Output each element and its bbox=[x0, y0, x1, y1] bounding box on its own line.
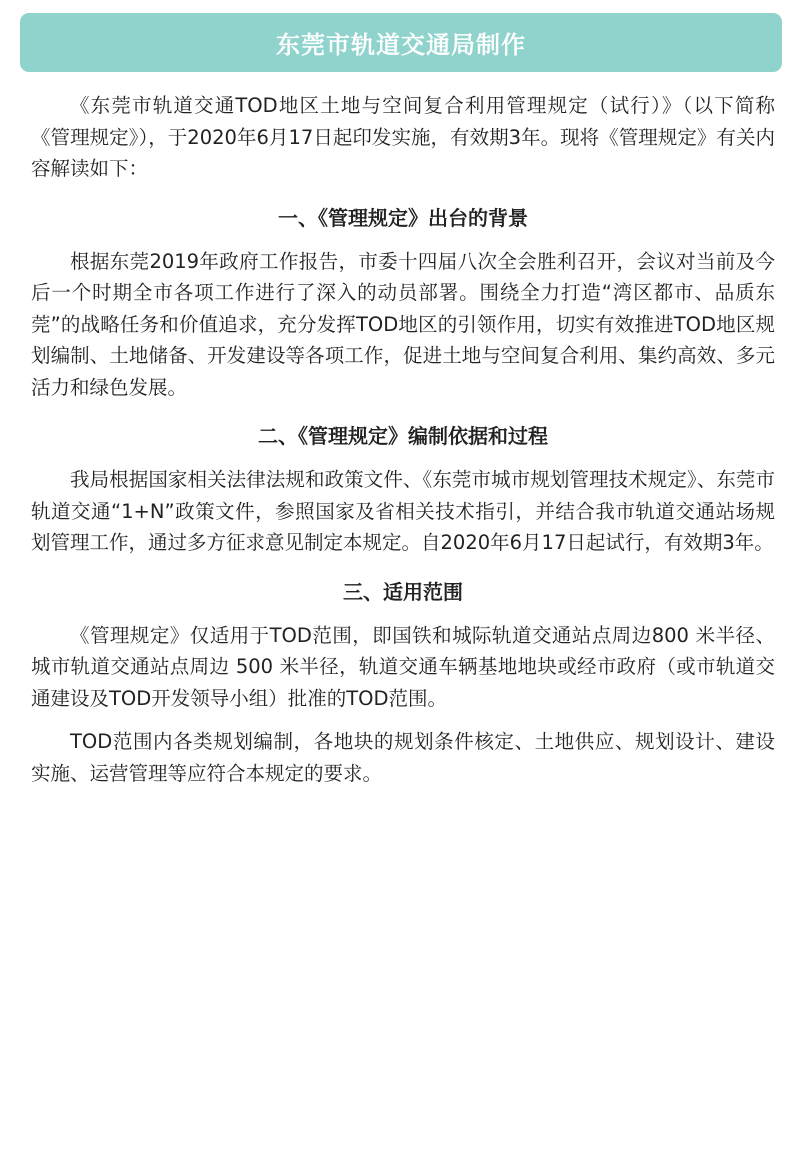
section-heading-background: 一、《管理规定》出台的背景 bbox=[278, 205, 528, 230]
section-scope-paragraph-1: 《管理规定》仅适用于TOD范围，即国铁和城际轨道交通站点周边800 米半径、城市轨道交通站点周边 500 米半径，轨道交通车辆基地地块或经市政府（或市轨道交通建设及TOD开发领导小组）批准的TOD范围。 bbox=[31, 623, 775, 710]
section-heading-basis: 二、《管理规定》编制依据和过程 bbox=[258, 424, 548, 448]
intro-paragraph: 《东莞市轨道交通TOD地区土地与空间复合利用管理规定（试行）》（以下简称《管理规定》），于2020年6月17日起印发实施，有效期3年。现将《管理规定》有关内容解读如下： bbox=[31, 94, 775, 180]
header-banner bbox=[20, 13, 782, 72]
section-background-paragraph: 根据东莞2019年政府工作报告，市委十四届八次全会胜利召开，会议对当前及今后一个时期全市各项工作进行了深入的动员部署。围绕全力打造“湾区都市、品质东莞”的战略任务和价值追求，充分发挥TOD地区的引领作用，切实有效推进TOD地区规划编制、土地储备、开发建设等各项工作，促进土地与空间复合利用、集约高效、多元活力和绿色发展。 bbox=[31, 249, 775, 399]
section-heading-scope: 三、适用范围 bbox=[343, 579, 463, 604]
section-basis-paragraph: 我局根据国家相关法律法规和政策文件、《东莞市城市规划管理技术规定》、东莞市轨道交通“1+N”政策文件，参照国家及省相关技术指引，并结合我市轨道交通站场规划管理工作，通过多方征求意见制定本规定。自2020年6月17日起试行，有效期3年。 bbox=[31, 468, 775, 554]
section-scope-paragraph-2: TOD范围内各类规划编制，各地块的规划条件核定、土地供应、规划设计、建设实施、运营管理等应符合本规定的要求。 bbox=[31, 730, 775, 785]
banner-title: 东莞市轨道交通局制作 bbox=[276, 31, 526, 59]
article-body bbox=[31, 90, 775, 789]
